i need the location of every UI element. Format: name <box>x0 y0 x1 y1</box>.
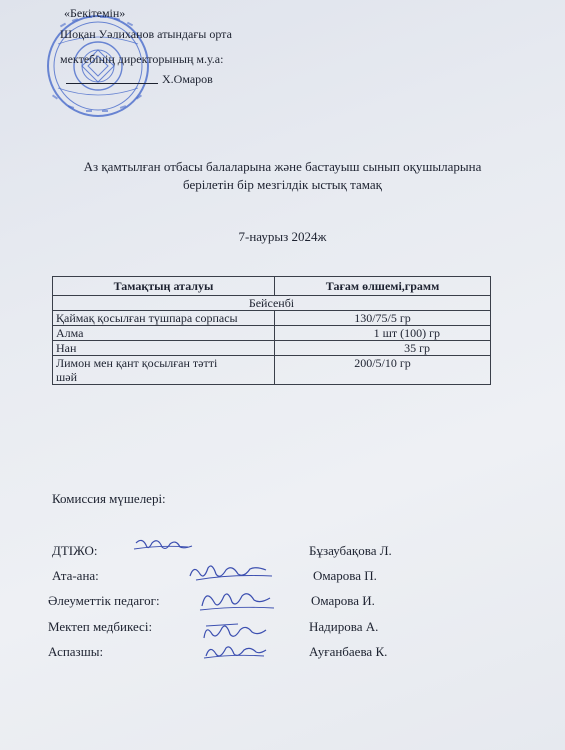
dish-portion: 35 гр <box>275 341 491 356</box>
member-name: Ауғанбаева К. <box>309 644 388 659</box>
member-name: Омарова П. <box>313 568 377 583</box>
member-role: Аспазшы: <box>48 644 104 659</box>
dish-portion: 200/5/10 гр <box>275 356 491 385</box>
menu-table <box>52 276 491 385</box>
commission-label: Комиссия мүшелері: <box>52 491 166 506</box>
director-name: Х.Омаров <box>162 72 213 86</box>
table-row <box>53 341 491 356</box>
dish-name-line2: шәй <box>56 370 77 384</box>
signature-social-pedagogue <box>196 584 278 614</box>
day-label: Бейсенбі <box>53 296 491 311</box>
dish-name: Алма <box>53 326 275 341</box>
approve-label: «Бекітемін» <box>64 6 126 20</box>
dish-portion: 130/75/5 гр <box>275 311 491 326</box>
column-header-dish: Тамақтың аталуы <box>53 277 275 296</box>
table-row <box>53 326 491 341</box>
signature-parent <box>186 560 276 584</box>
member-role: Әлеуметтік педагог: <box>48 593 160 608</box>
member-role: Ата-ана: <box>52 568 99 583</box>
dish-name: Нан <box>53 341 275 356</box>
column-header-portion: Тағам өлшемі,грамм <box>275 277 491 296</box>
document-title-line2: берілетін бір мезгілдік ыстық тамақ <box>183 177 382 192</box>
table-header-row <box>53 277 491 296</box>
table-row <box>53 356 491 385</box>
document-date: 7-наурыз 2024ж <box>238 229 327 244</box>
dish-name <box>53 356 275 385</box>
member-role: ДТІЖО: <box>52 543 98 558</box>
school-name: Шоқан Уәлиханов атындағы орта <box>60 27 232 41</box>
director-title: мектебінің директорының м.у.а: <box>60 52 224 66</box>
member-role: Мектеп медбикесі: <box>48 619 153 634</box>
member-name: Надирова А. <box>309 619 379 634</box>
signature-dtizho <box>132 535 202 557</box>
dish-name-line1: Лимон мен қант қосылған тәтті <box>56 356 218 370</box>
table-row <box>53 311 491 326</box>
document-title-line1: Аз қамтылған отбасы балаларына және бастауыш сынып оқушыларына <box>83 159 482 174</box>
table-day-row <box>53 296 491 311</box>
dish-portion: 1 шт (100) гр <box>275 326 491 341</box>
signature-cook <box>200 640 270 662</box>
member-name: Омарова И. <box>311 593 375 608</box>
member-name: Бұзаубақова Л. <box>309 543 392 558</box>
director-signature-line <box>66 83 158 84</box>
dish-name: Қаймақ қосылған түшпара сорпасы <box>53 311 275 326</box>
